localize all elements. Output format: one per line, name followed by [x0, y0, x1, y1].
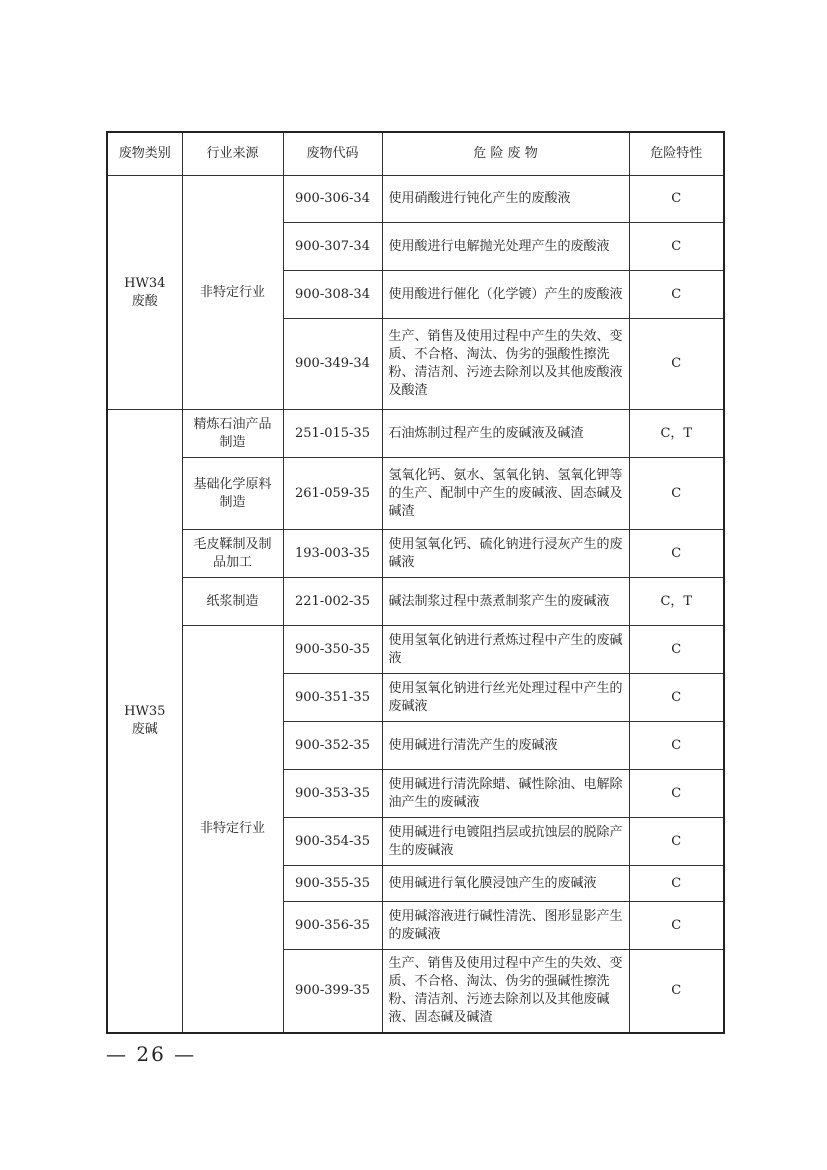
waste-code: 261-059-35	[283, 458, 382, 530]
waste-desc: 生产、销售及使用过程中产生的失效、变质、不合格、淘汰、伪劣的强酸性擦洗粉、清洁剂、污迹去除剂以及其他废酸液及酸渣	[382, 319, 629, 410]
waste-property: C	[629, 770, 724, 818]
waste-property: C，T	[629, 410, 724, 458]
table-row	[107, 626, 724, 674]
waste-code: 900-308-34	[283, 271, 382, 319]
header-category: 废物类别	[107, 132, 182, 176]
waste-property: C	[629, 818, 724, 866]
table-row	[107, 458, 724, 530]
waste-desc: 使用碱进行电镀阻挡层或抗蚀层的脱除产生的废碱液	[382, 818, 629, 866]
waste-property: C	[629, 319, 724, 410]
waste-property: C	[629, 176, 724, 223]
table-row	[107, 410, 724, 458]
waste-property: C	[629, 626, 724, 674]
waste-desc: 使用酸进行电解抛光处理产生的废酸液	[382, 223, 629, 271]
waste-code: 900-399-35	[283, 950, 382, 1033]
waste-source: 毛皮鞣制及制品加工	[182, 530, 283, 578]
waste-property: C	[629, 674, 724, 722]
waste-property: C	[629, 458, 724, 530]
waste-desc: 使用硝酸进行钝化产生的废酸液	[382, 176, 629, 223]
table-row	[107, 530, 724, 578]
waste-desc: 使用碱溶液进行碱性清洗、图形显影产生的废碱液	[382, 902, 629, 950]
waste-desc: 使用碱进行清洗除蜡、碱性除油、电解除油产生的废碱液	[382, 770, 629, 818]
table-row	[107, 578, 724, 626]
header-source: 行业来源	[182, 132, 283, 176]
table-row	[107, 176, 724, 223]
header-property: 危险特性	[629, 132, 724, 176]
waste-property: C，T	[629, 578, 724, 626]
waste-code: 193-003-35	[283, 530, 382, 578]
header-code: 废物代码	[283, 132, 382, 176]
page-number: — 26 —	[106, 1042, 197, 1066]
waste-desc: 使用氢氧化钠进行丝光处理过程中产生的废碱液	[382, 674, 629, 722]
waste-code: 900-353-35	[283, 770, 382, 818]
hazardous-waste-table	[106, 131, 725, 1034]
source-hw35-nonspecific: 非特定行业	[182, 626, 283, 1033]
waste-code: 900-355-35	[283, 866, 382, 902]
waste-code: 900-306-34	[283, 176, 382, 223]
waste-source: 基础化学原料制造	[182, 458, 283, 530]
waste-desc: 使用氢氧化钠进行煮炼过程中产生的废碱液	[382, 626, 629, 674]
waste-code: 900-354-35	[283, 818, 382, 866]
waste-desc: 使用碱进行清洗产生的废碱液	[382, 722, 629, 770]
waste-code: 900-349-34	[283, 319, 382, 410]
waste-code: 251-015-35	[283, 410, 382, 458]
waste-code: 900-351-35	[283, 674, 382, 722]
header-waste: 危 险 废 物	[382, 132, 629, 176]
waste-property: C	[629, 950, 724, 1033]
waste-source: 精炼石油产品制造	[182, 410, 283, 458]
waste-source: 纸浆制造	[182, 578, 283, 626]
waste-code: 900-356-35	[283, 902, 382, 950]
waste-property: C	[629, 866, 724, 902]
table-header-row	[107, 132, 724, 176]
waste-code: 900-350-35	[283, 626, 382, 674]
waste-property: C	[629, 902, 724, 950]
waste-code: 900-307-34	[283, 223, 382, 271]
waste-code: 900-352-35	[283, 722, 382, 770]
waste-property: C	[629, 223, 724, 271]
source-hw34: 非特定行业	[182, 176, 283, 410]
waste-code: 221-002-35	[283, 578, 382, 626]
category-hw35: HW35 废碱	[107, 410, 182, 1033]
waste-desc: 氢氧化钙、氨水、氢氧化钠、氢氧化钾等的生产、配制中产生的废碱液、固态碱及碱渣	[382, 458, 629, 530]
waste-property: C	[629, 722, 724, 770]
waste-desc: 石油炼制过程产生的废碱液及碱渣	[382, 410, 629, 458]
waste-desc: 碱法制浆过程中蒸煮制浆产生的废碱液	[382, 578, 629, 626]
category-hw34: HW34 废酸	[107, 176, 182, 410]
waste-property: C	[629, 530, 724, 578]
waste-desc: 使用酸进行催化（化学镀）产生的废酸液	[382, 271, 629, 319]
waste-property: C	[629, 271, 724, 319]
waste-desc: 使用氢氧化钙、硫化钠进行浸灰产生的废碱液	[382, 530, 629, 578]
waste-desc: 使用碱进行氧化膜浸蚀产生的废碱液	[382, 866, 629, 902]
waste-desc: 生产、销售及使用过程中产生的失效、变质、不合格、淘汰、伪劣的强碱性擦洗粉、清洁剂、污迹去除剂以及其他废碱液、固态碱及碱渣	[382, 950, 629, 1033]
